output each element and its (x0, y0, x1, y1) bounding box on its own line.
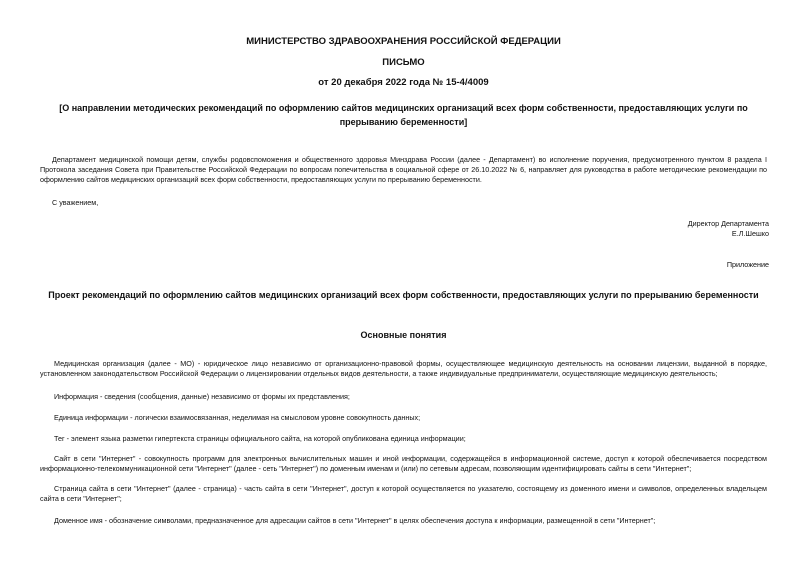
definition-paragraph: Информация - сведения (сообщения, данные) независимо от формы их представления; (54, 392, 350, 401)
section-heading: Основные понятия (360, 330, 447, 340)
date-number-heading: от 20 декабря 2022 года № 15-4/4009 (318, 77, 489, 88)
doc-type-heading: ПИСЬМО (382, 57, 425, 68)
appendix-title: Проект рекомендаций по оформлению сайтов медицинских организаций всех форм собственности, предоставляющих услуги по прерыванию беременности (48, 290, 759, 300)
subject-line-1: [О направлении методических рекомендаций по оформлению сайтов медицинских организаций всех форм собственности, предоставляющих услуги по (59, 103, 748, 113)
definition-paragraph: Сайт в сети "Интернет" - совокупность программ для электронных вычислительных машин и иной информации, содержащейся в информационной системе, доступ к которой обеспечивается посредством информационно-телекоммуникационной сети "Интернет" (далее - сеть "Интернет") по доменным именам и (или) по сетевым адресам, позволяющим идентифицировать сайты в сети "Интернет"; (40, 454, 767, 473)
letter-body: Департамент медицинской помощи детям, службы родовспоможения и общественного здоровья Минздрава России (далее - Департамент) во исполнение поручения, предусмотренного пунктом 8 раздела I Протокола заседания Совета при Правительстве Российской Федерации по вопросам попечительства в социальной сфере от 26.10.2022 № 6, направляет для руководства в работе методические рекомендации по оформлению сайтов медицинских организаций всех форм собственности, предоставляющих услуги по прерыванию беременности. (40, 155, 767, 184)
signer-name: Е.Л.Шешко (731, 229, 769, 238)
ministry-heading: МИНИСТЕРСТВО ЗДРАВООХРАНЕНИЯ РОССИЙСКОЙ ФЕДЕРАЦИИ (246, 36, 561, 47)
definition-paragraph: Тег - элемент языка разметки гипертекста страницы официального сайта, на которой опубликована единица информации; (54, 434, 466, 443)
letter-regards: С уважением, (52, 198, 99, 207)
definition-paragraph: Страница сайта в сети "Интернет" (далее - страница) - часть сайта в сети "Интернет", доступ к которой осуществляется по указателю, состоящему из доменного имени и символов, определенных владельцем сайта в сети "Интернет"; (40, 484, 767, 503)
subject-line-2: прерыванию беременности] (339, 117, 468, 127)
definition-paragraph: Единица информации - логически взаимосвязанная, неделимая на смысловом уровне совокупность данных; (54, 413, 421, 422)
definition-paragraph: Медицинская организация (далее - МО) - юридическое лицо независимо от организационно-правовой формы, осуществляющее медицинскую деятельность на основании лицензии, выданной в порядке, установленном законодательством Российской Федерации о лицензировании отдельных видов деятельности, а также индивидуальные предприниматели, осуществляющие медицинскую деятельность; (40, 359, 767, 378)
appendix-label: Приложение (726, 260, 769, 269)
definition-paragraph: Доменное имя - обозначение символами, предназначенное для адресации сайтов в сети "Интернет" в целях обеспечения доступа к информации, размещенной в сети "Интернет"; (54, 516, 656, 525)
signer-title: Директор Департамента (687, 219, 769, 228)
